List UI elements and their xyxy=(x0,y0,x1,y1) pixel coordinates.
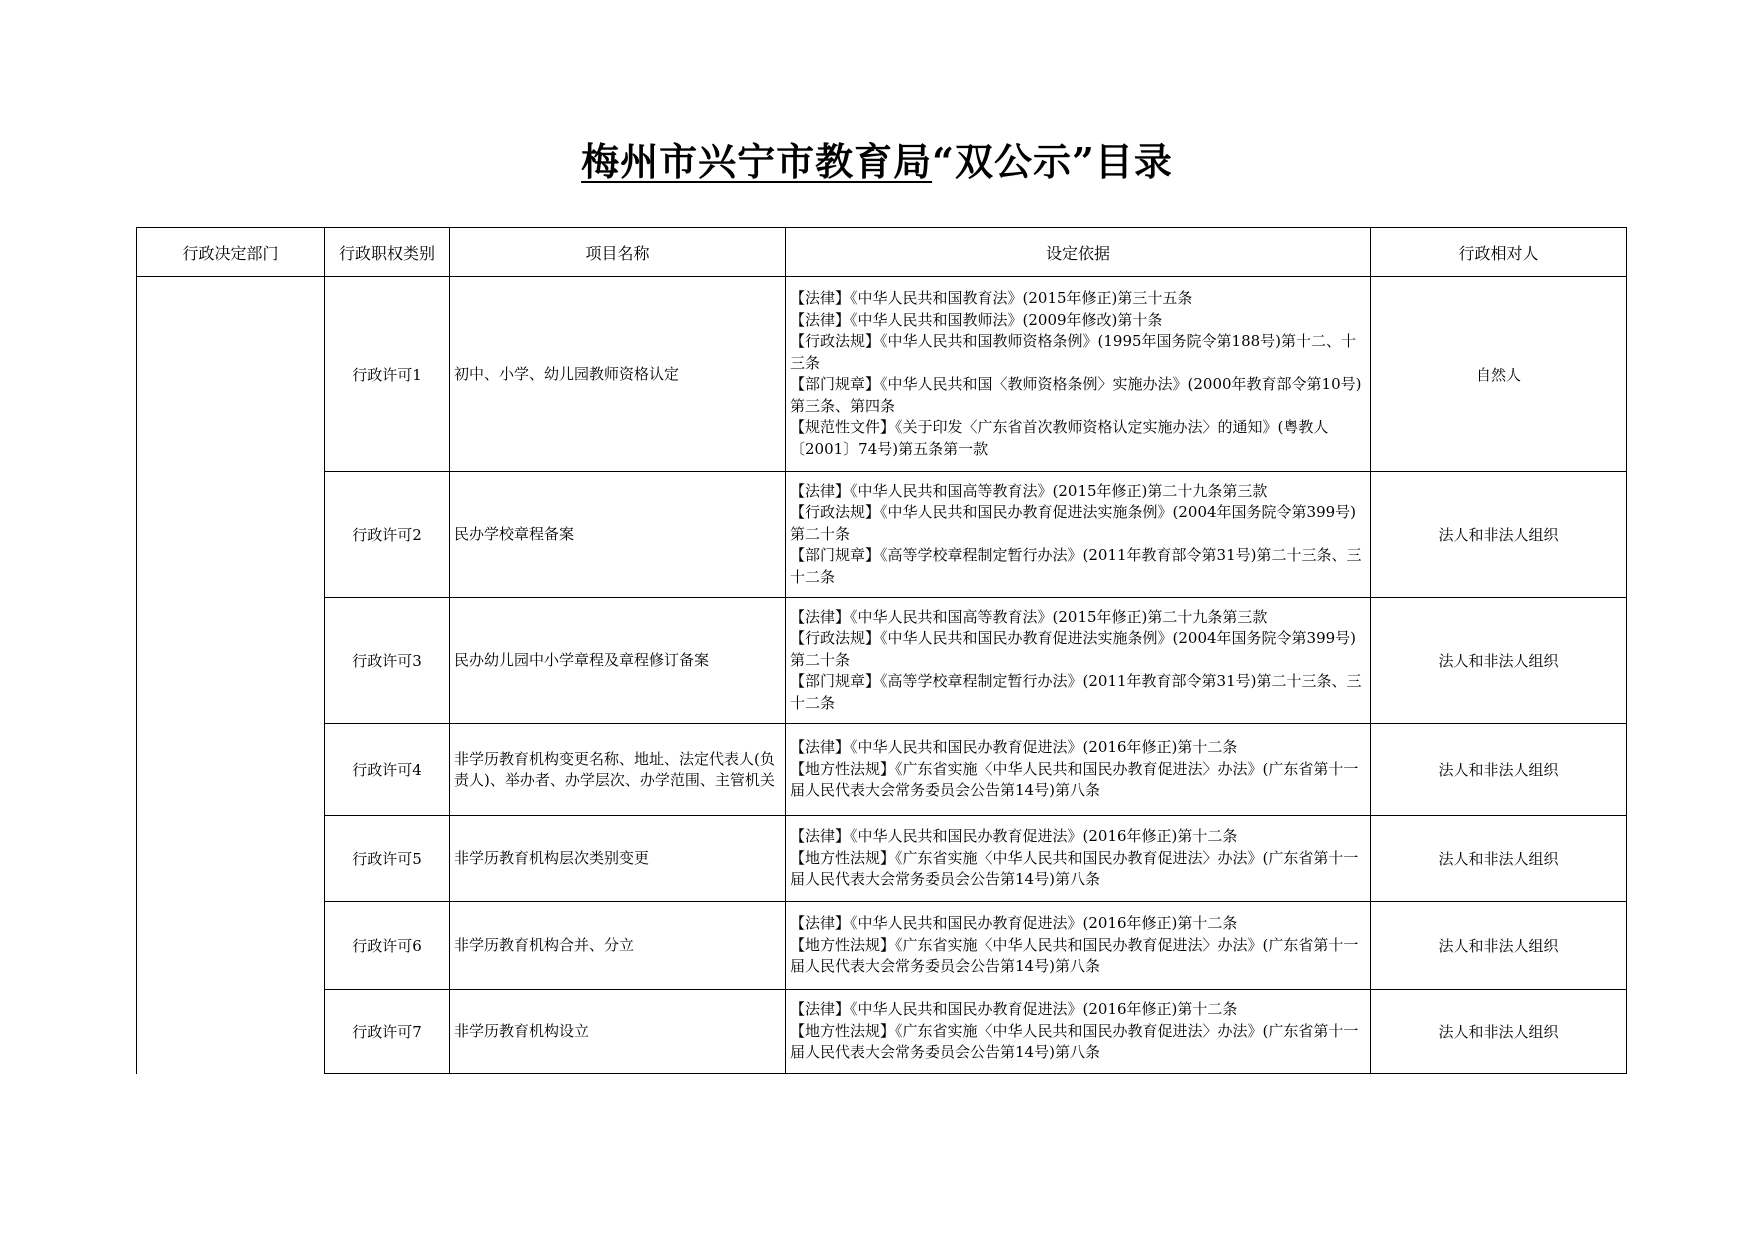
page-title-rest: “双公示”目录 xyxy=(932,139,1173,184)
name-cell: 民办学校章程备案 xyxy=(450,472,786,598)
header-dept: 行政决定部门 xyxy=(137,228,325,277)
type-cell: 行政许可1 xyxy=(325,277,450,472)
table-row xyxy=(137,902,1627,990)
basis-line: 【规范性文件】《关于印发〈广东省首次教师资格认定实施办法〉的通知》(粤教人〔2001〕74号)第五条第一款 xyxy=(790,418,1329,458)
basis-cell xyxy=(786,990,1371,1074)
type-cell: 行政许可5 xyxy=(325,816,450,902)
basis-line: 【法律】《中华人民共和国民办教育促进法》(2016年修正)第十二条 xyxy=(790,738,1238,757)
name-cell: 非学历教育机构设立 xyxy=(450,990,786,1074)
target-cell: 法人和非法人组织 xyxy=(1371,598,1627,724)
dept-cell xyxy=(137,277,325,1074)
basis-line: 【部门规章】《高等学校章程制定暂行办法》(2011年教育部令第31号)第二十三条、三十二条 xyxy=(790,546,1362,586)
table-row xyxy=(137,724,1627,816)
header-target: 行政相对人 xyxy=(1371,228,1627,277)
basis-cell xyxy=(786,277,1371,472)
target-cell: 法人和非法人组织 xyxy=(1371,902,1627,990)
basis-line: 【行政法规】《中华人民共和国民办教育促进法实施条例》(2004年国务院令第399号)第二十条 xyxy=(790,503,1357,543)
table-row xyxy=(137,277,1627,472)
basis-line: 【行政法规】《中华人民共和国教师资格条例》(1995年国务院令第188号)第十二、十三条 xyxy=(790,332,1357,372)
basis-line: 【法律】《中华人民共和国教师法》(2009年修改)第十条 xyxy=(790,310,1163,329)
basis-line: 【法律】《中华人民共和国民办教育促进法》(2016年修正)第十二条 xyxy=(790,827,1238,846)
basis-line: 【法律】《中华人民共和国民办教育促进法》(2016年修正)第十二条 xyxy=(790,914,1238,933)
header-type: 行政职权类别 xyxy=(325,228,450,277)
basis-line: 【地方性法规】《广东省实施〈中华人民共和国民办教育促进法〉办法》(广东省第十一届人民代表大会常务委员会公告第14号)第八条 xyxy=(790,1021,1359,1062)
target-cell: 法人和非法人组织 xyxy=(1371,472,1627,598)
name-cell: 民办幼儿园中小学章程及章程修订备案 xyxy=(450,598,786,724)
header-basis: 设定依据 xyxy=(786,228,1371,277)
basis-cell xyxy=(786,902,1371,990)
name-cell: 非学历教育机构变更名称、地址、法定代表人(负责人)、举办者、办学层次、办学范围、主管机关 xyxy=(450,724,786,816)
table-row xyxy=(137,816,1627,902)
basis-line: 【法律】《中华人民共和国高等教育法》(2015年修正)第二十九条第三款 xyxy=(790,607,1268,626)
table-row xyxy=(137,990,1627,1074)
name-cell: 初中、小学、幼儿园教师资格认定 xyxy=(450,277,786,472)
type-cell: 行政许可6 xyxy=(325,902,450,990)
header-name: 项目名称 xyxy=(450,228,786,277)
page-title xyxy=(0,138,1754,186)
type-cell: 行政许可4 xyxy=(325,724,450,816)
target-cell: 法人和非法人组织 xyxy=(1371,816,1627,902)
basis-cell xyxy=(786,816,1371,902)
type-cell: 行政许可7 xyxy=(325,990,450,1074)
type-cell: 行政许可3 xyxy=(325,598,450,724)
basis-line: 【部门规章】《中华人民共和国〈教师资格条例〉实施办法》(2000年教育部令第10号)第三条、第四条 xyxy=(790,375,1362,415)
basis-line: 【法律】《中华人民共和国教育法》(2015年修正)第三十五条 xyxy=(790,289,1193,307)
name-cell: 非学历教育机构层次类别变更 xyxy=(450,816,786,902)
basis-line: 【法律】《中华人民共和国高等教育法》(2015年修正)第二十九条第三款 xyxy=(790,481,1268,500)
basis-line: 【地方性法规】《广东省实施〈中华人民共和国民办教育促进法〉办法》(广东省第十一届人民代表大会常务委员会公告第14号)第八条 xyxy=(790,935,1359,976)
basis-cell xyxy=(786,598,1371,724)
basis-line: 【地方性法规】《广东省实施〈中华人民共和国民办教育促进法〉办法》(广东省第十一届人民代表大会常务委员会公告第14号)第八条 xyxy=(790,848,1359,889)
table-header-row xyxy=(137,228,1627,277)
basis-line: 【地方性法规】《广东省实施〈中华人民共和国民办教育促进法〉办法》(广东省第十一届人民代表大会常务委员会公告第14号)第八条 xyxy=(790,759,1359,800)
basis-line: 【部门规章】《高等学校章程制定暂行办法》(2011年教育部令第31号)第二十三条、三十二条 xyxy=(790,672,1362,712)
table-row xyxy=(137,598,1627,724)
type-cell: 行政许可2 xyxy=(325,472,450,598)
target-cell: 法人和非法人组织 xyxy=(1371,990,1627,1074)
basis-line: 【法律】《中华人民共和国民办教育促进法》(2016年修正)第十二条 xyxy=(790,1000,1238,1019)
table-row xyxy=(137,472,1627,598)
page-title-underlined: 梅州市兴宁市教育局 xyxy=(581,139,933,184)
basis-line: 【行政法规】《中华人民共和国民办教育促进法实施条例》(2004年国务院令第399号)第二十条 xyxy=(790,629,1357,669)
table-body xyxy=(137,277,1627,1074)
target-cell: 法人和非法人组织 xyxy=(1371,724,1627,816)
target-cell: 自然人 xyxy=(1371,277,1627,472)
basis-cell xyxy=(786,724,1371,816)
catalog-table xyxy=(136,227,1627,1074)
name-cell: 非学历教育机构合并、分立 xyxy=(450,902,786,990)
basis-cell xyxy=(786,472,1371,598)
